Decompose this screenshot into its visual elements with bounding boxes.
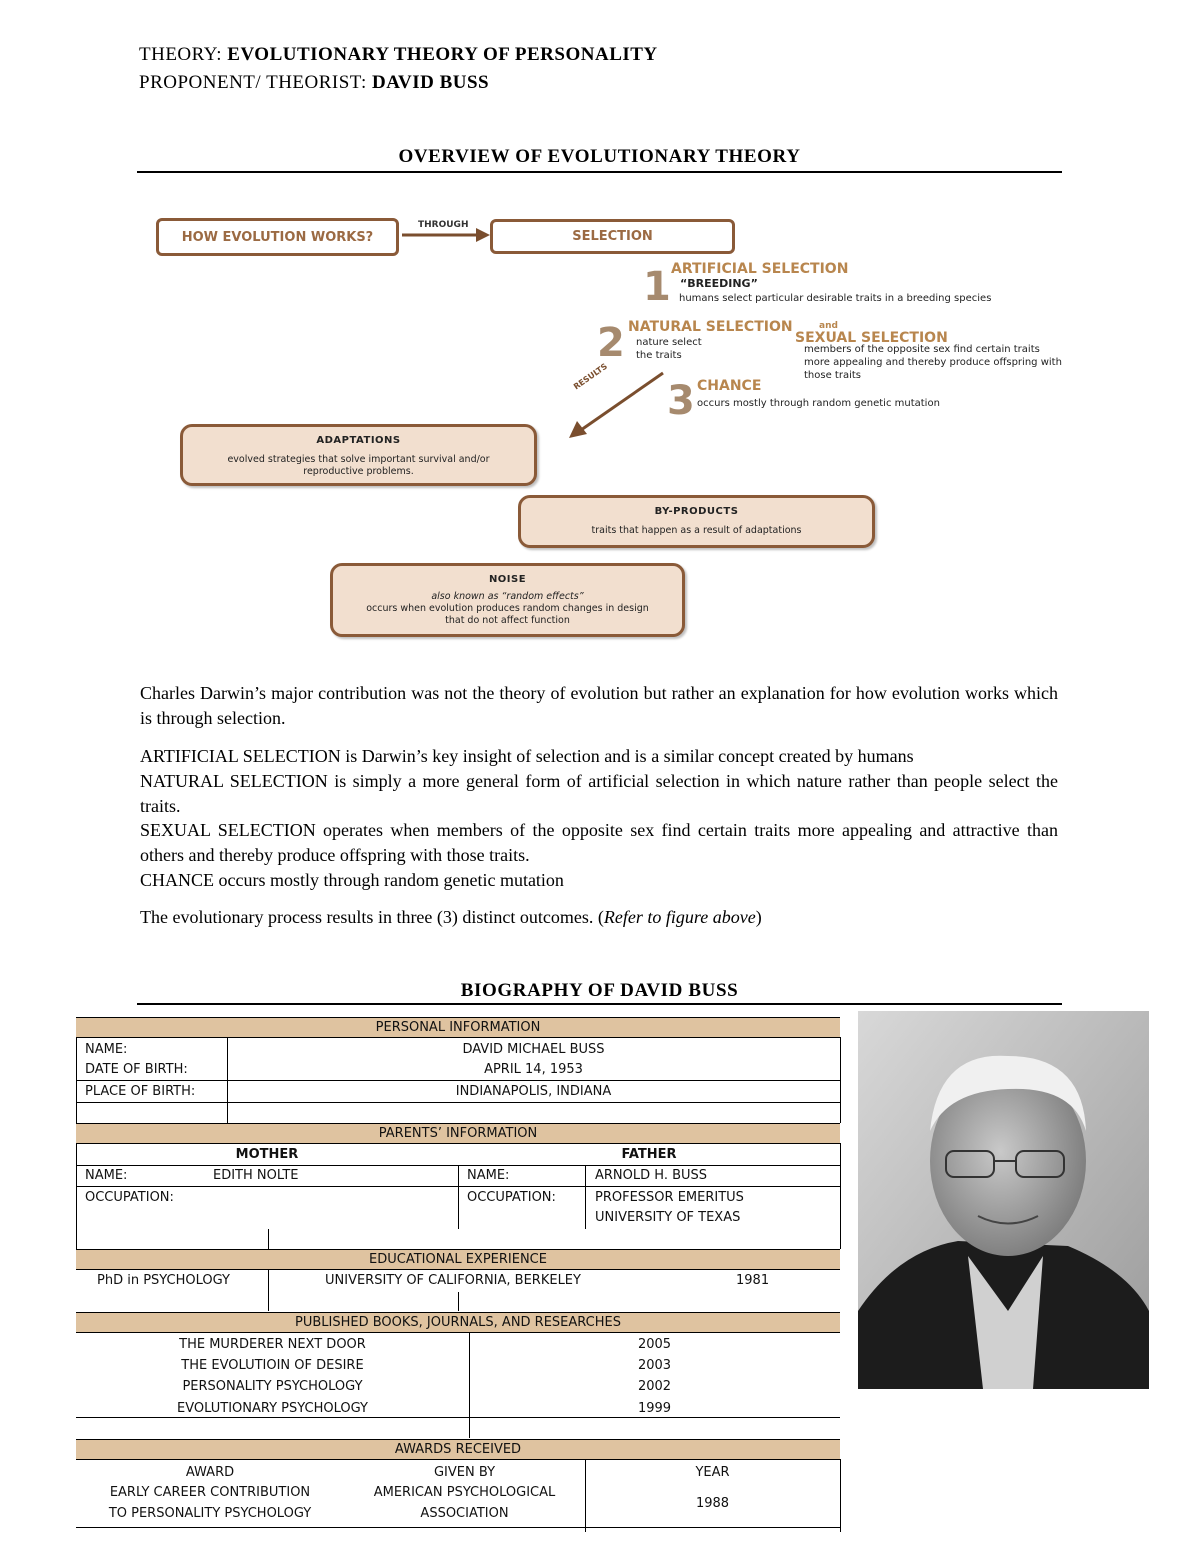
item1-title: ARTIFICIAL SELECTION [671, 261, 849, 277]
father-header: FATHER [621, 1147, 677, 1162]
award-line-2: TO PERSONALITY PSYCHOLOGY [108, 1506, 312, 1521]
father-name: ARNOLD H. BUSS [595, 1168, 708, 1183]
divider [76, 1527, 840, 1528]
publication-year: 2005 [637, 1337, 672, 1352]
item3-desc: occurs mostly through random genetic mutation [697, 398, 940, 409]
divider [76, 1417, 840, 1418]
divider [585, 1165, 586, 1229]
mother-occupation-label: OCCUPATION: [85, 1190, 174, 1205]
award-line-1: EARLY CAREER CONTRIBUTION [109, 1485, 311, 1500]
outcomes-ref: Refer to figure above [603, 907, 756, 927]
award-year: 1988 [695, 1496, 730, 1511]
given-by-line-2: ASSOCIATION [420, 1506, 509, 1521]
publication-title: EVOLUTIONARY PSYCHOLOGY [177, 1401, 368, 1416]
education-year: 1981 [736, 1273, 770, 1288]
paragraph-darwin: Charles Darwin’s major contribution was not the theory of evolution but rather an explanation for how evolution works which is through selection. [140, 683, 1058, 728]
noise-desc: occurs when evolution produces random changes in design that do not affect function [366, 603, 649, 626]
divider [840, 1037, 841, 1123]
father-name-label: NAME: [467, 1168, 510, 1183]
paragraph-artificial: ARTIFICIAL SELECTION is Darwin’s key insight of selection and is a similar concept created by humans [140, 746, 914, 766]
item2-number: 2 [597, 320, 625, 366]
pob-value: INDIANAPOLIS, INDIANA [455, 1084, 612, 1099]
overview-rule [137, 171, 1062, 173]
item2-desc: nature select the traits [636, 337, 702, 361]
mother-header: MOTHER [235, 1147, 299, 1162]
divider [268, 1229, 269, 1249]
item1-sub: “BREEDING” [680, 277, 758, 290]
item2-and: and [819, 321, 838, 331]
noise-aka: also known as “random effects” [431, 591, 584, 602]
proponent-label: PROPONENT/ THEORIST: [139, 72, 372, 93]
byproducts-desc: traits that happen as a result of adaptations [591, 525, 802, 536]
selection-box: SELECTION [490, 219, 735, 254]
results-label: RESULTS [572, 361, 610, 392]
dob-label: DATE OF BIRTH: [85, 1062, 188, 1077]
paragraph-sexual: SEXUAL SELECTION operates when members of the opposite sex find certain traits more appealing and attractive than others and thereby produce offspring with those traits. [140, 820, 1058, 865]
byproducts-box [518, 495, 875, 548]
item1-number: 1 [643, 264, 671, 310]
through-arrow-icon [402, 226, 492, 244]
personal-header: PERSONAL INFORMATION [76, 1017, 840, 1038]
adaptations-box [180, 424, 537, 486]
publication-year: 1999 [637, 1401, 672, 1416]
paragraph-outcomes [140, 905, 1058, 930]
item2-title: NATURAL SELECTION [628, 319, 793, 335]
overview-title: OVERVIEW OF EVOLUTIONARY THEORY [398, 146, 801, 167]
father-occupation-1: PROFESSOR EMERITUS [595, 1190, 744, 1205]
school: UNIVERSITY OF CALIFORNIA, BERKELEY [325, 1273, 581, 1288]
item3-number: 3 [667, 378, 695, 424]
publication-year: 2002 [637, 1379, 672, 1394]
outcomes-end: ) [755, 907, 762, 927]
byproducts-title: BY-PRODUCTS [654, 506, 739, 517]
publication-year: 2003 [637, 1358, 672, 1373]
through-label: THROUGH [418, 220, 469, 230]
year-column: YEAR [695, 1465, 730, 1480]
adaptations-desc: evolved strategies that solve important survival and/or reproductive problems. [227, 454, 490, 477]
paragraph-chance: CHANCE occurs mostly through random genetic mutation [140, 870, 564, 890]
publication-title: PERSONALITY PSYCHOLOGY [182, 1379, 363, 1394]
degree: PhD in PSYCHOLOGY [97, 1273, 230, 1288]
awards-header: AWARDS RECEIVED [76, 1439, 840, 1460]
divider [76, 1143, 77, 1249]
education-header: EDUCATIONAL EXPERIENCE [76, 1249, 840, 1270]
divider [268, 1269, 269, 1311]
given-by-column: GIVEN BY [433, 1465, 496, 1480]
how-evolution-box: HOW EVOLUTION WORKS? [156, 218, 399, 256]
award-column: AWARD [185, 1465, 235, 1480]
noise-box [330, 563, 685, 637]
adaptations-title: ADAPTATIONS [316, 435, 401, 446]
biography-rule [137, 1003, 1062, 1005]
father-occupation-2: UNIVERSITY OF TEXAS [595, 1210, 741, 1225]
outcomes-text: The evolutionary process results in three (3) distinct outcomes. ( [140, 907, 604, 927]
name-value: DAVID MICHAEL BUSS [462, 1042, 605, 1057]
sexual-selection-title: SEXUAL SELECTION [795, 330, 948, 346]
divider [840, 1143, 841, 1249]
divider [76, 1080, 840, 1081]
sexual-selection-desc: members of the opposite sex find certain traits more appealing and thereby produce offspring with those traits [804, 344, 1062, 381]
dob-value: APRIL 14, 1953 [484, 1062, 583, 1077]
divider [840, 1459, 841, 1532]
theory-line [139, 44, 658, 66]
mother-name: EDITH NOLTE [213, 1168, 299, 1183]
given-by-line-1: AMERICAN PSYCHOLOGICAL [373, 1485, 556, 1500]
divider [458, 1165, 459, 1229]
theory-value: EVOLUTIONARY THEORY OF PERSONALITY [227, 44, 658, 65]
proponent-value: DAVID BUSS [372, 72, 490, 93]
paragraph-natural: NATURAL SELECTION is simply a more general form of artificial selection in which nature rather than people select the traits. [140, 771, 1058, 816]
item1-desc: humans select particular desirable traits in a breeding species [679, 293, 992, 304]
theory-label: THEORY: [139, 44, 228, 65]
item3-title: CHANCE [697, 378, 762, 394]
publication-title: THE MURDERER NEXT DOOR [179, 1337, 366, 1352]
david-buss-photo [858, 1011, 1149, 1389]
name-label: NAME: [85, 1042, 128, 1057]
divider [76, 1102, 840, 1103]
mother-name-label: NAME: [85, 1168, 128, 1183]
publications-header: PUBLISHED BOOKS, JOURNALS, AND RESEARCHES [76, 1312, 840, 1333]
proponent-line [139, 72, 489, 94]
biography-title: BIOGRAPHY OF DAVID BUSS [460, 980, 739, 1001]
publication-title: THE EVOLUTIOIN OF DESIRE [181, 1358, 364, 1373]
divider [458, 1292, 459, 1311]
pob-label: PLACE OF BIRTH: [85, 1084, 196, 1099]
father-occupation-label: OCCUPATION: [467, 1190, 556, 1205]
noise-title: NOISE [488, 574, 527, 585]
parents-header: PARENTS’ INFORMATION [76, 1123, 840, 1144]
